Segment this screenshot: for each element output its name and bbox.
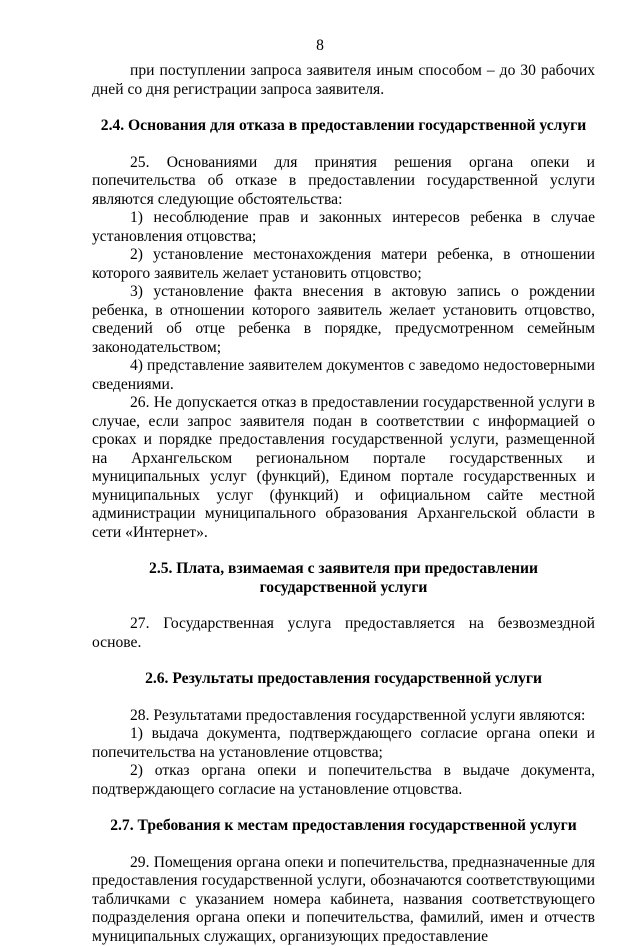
document-body [92, 62, 595, 946]
paragraph-25: 25. Основаниями для принятия решения органа опеки и попечительства об отказе в предоставлении государственной услуги являются следующие обстоятельства: [92, 154, 595, 210]
intro-paragraph: при поступлении запроса заявителя иным способом – до 30 рабочих дней со дня регистрации запроса заявителя. [92, 62, 595, 99]
section-2-6-heading: 2.6. Результаты предоставления государственной услуги [92, 670, 595, 689]
list-item: 1) несоблюдение прав и законных интересов ребенка в случае установления отцовства; [92, 209, 595, 246]
paragraph-28: 28. Результатами предоставления государственной услуги являются: [92, 707, 595, 726]
paragraph-27: 27. Государственная услуга предоставляется на безвозмездной основе. [92, 615, 595, 652]
list-item: 2) отказ органа опеки и попечительства в выдаче документа, подтверждающего согласие на установление отцовства. [92, 762, 595, 799]
list-item: 1) выдача документа, подтверждающего согласие органа опеки и попечительства на установление отцовства; [92, 725, 595, 762]
list-item: 4) представление заявителем документов с заведомо недостоверными сведениями. [92, 357, 595, 394]
list-item: 2) установление местонахождения матери ребенка, в отношении которого заявитель желает установить отцовство; [92, 246, 595, 283]
section-2-7-heading: 2.7. Требования к местам предоставления государственной услуги [92, 817, 595, 836]
page-number: 8 [0, 37, 640, 56]
paragraph-26: 26. Не допускается отказ в предоставлении государственной услуги в случае, если запрос заявителя подан в соответствии с информацией о сроках и порядке предоставления государственной услуги, размещенной на Архангельском региональном портале государственных и муниципальных услуг (функций), Едином портале государственных и муниципальных услуг (функций) и официальном сайте местной администрации муниципального образования Архангельской области в сети «Интернет». [92, 394, 595, 542]
section-2-5-heading-line2: государственной услуги [260, 579, 428, 596]
paragraph-29: 29. Помещения органа опеки и попечительства, предназначенные для предоставления государственной услуги, обозначаются соответствующими табличками с указанием номера кабинета, названия соответствующего подразделения органа опеки и попечительства, фамилий, имен и отчеств муниципальных служащих, организующих предоставление [92, 854, 595, 946]
section-2-5-heading [92, 560, 595, 597]
section-2-4-heading: 2.4. Основания для отказа в предоставлении государственной услуги [92, 117, 595, 136]
section-2-5-heading-line1: 2.5. Плата, взимаемая с заявителя при предоставлении [149, 560, 538, 577]
list-item: 3) установление факта внесения в актовую запись о рождении ребенка, в отношении которого заявитель желает установить отцовство, сведений об отце ребенка в порядке, предусмотренном семейным законодательством; [92, 283, 595, 357]
